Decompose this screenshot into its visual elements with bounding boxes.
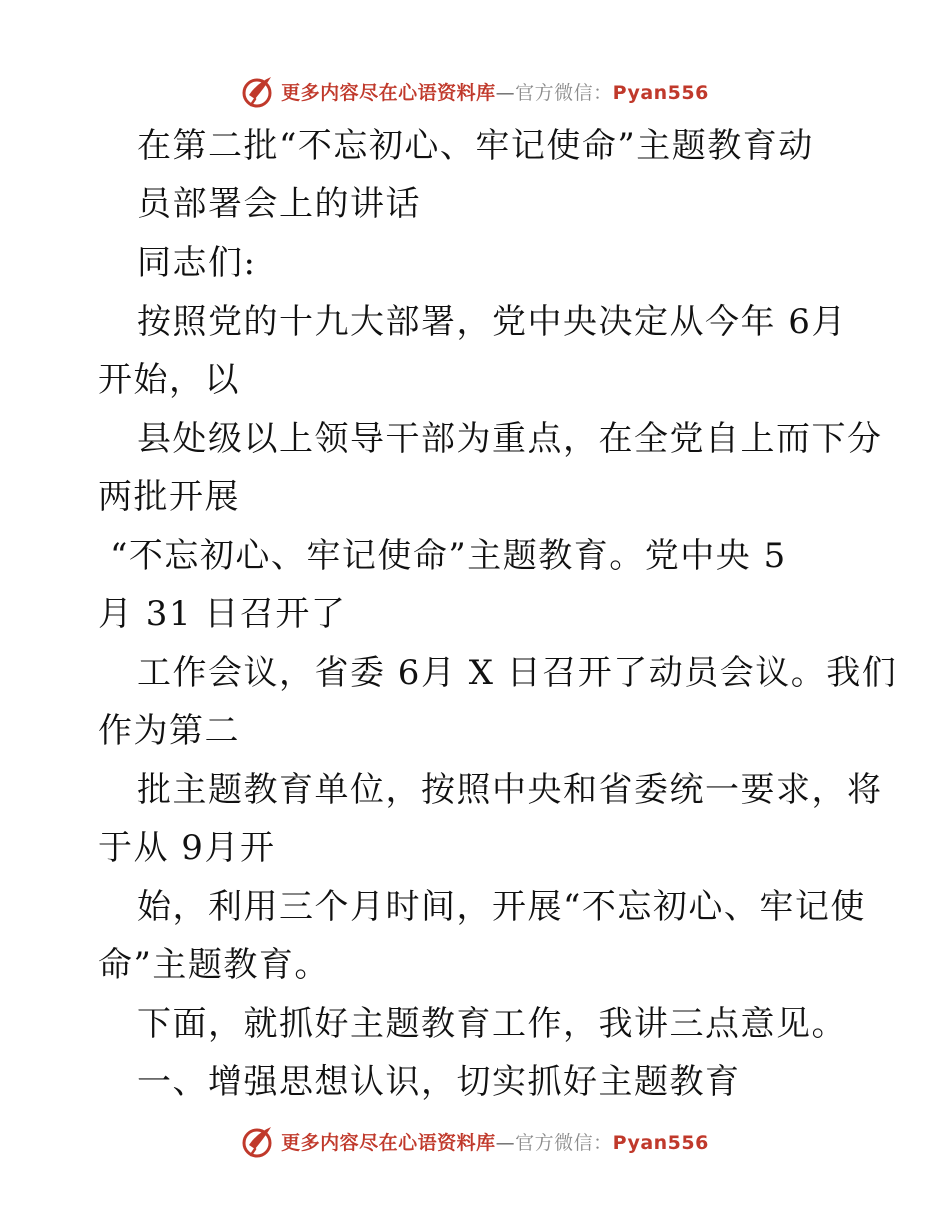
footer-watermark	[0, 1121, 950, 1161]
paragraph-line: “不忘初心、牢记使命”主题教育。党中央 5	[110, 536, 787, 576]
header-watermark	[0, 71, 950, 111]
watermark-dash: —	[495, 81, 516, 104]
paragraph-line: 下面，就抓好主题教育工作，我讲三点意见。	[137, 1004, 847, 1044]
watermark-dash: —	[495, 1131, 516, 1154]
watermark-text	[281, 78, 709, 105]
watermark-wechat-id: Pyan556	[612, 1131, 709, 1154]
paragraph-line: 于从 9月开	[98, 828, 276, 868]
quill-pen-logo-icon	[241, 1123, 277, 1159]
salutation: 同志们:	[137, 243, 257, 283]
document-title-line-1: 在第二批“不忘初心、牢记使命”主题教育动	[137, 126, 814, 166]
paragraph-line: 开始，以	[98, 360, 240, 400]
paragraph-line: 作为第二	[98, 711, 240, 751]
paragraph-line: 按照党的十九大部署，党中央决定从今年 6月	[137, 302, 847, 342]
paragraph-line: 批主题教育单位，按照中央和省委统一要求，将	[137, 770, 883, 810]
watermark-site: 更多内容尽在心语资料库	[281, 81, 496, 104]
paragraph-line: 两批开展	[98, 477, 240, 517]
paragraph-line: 县处级以上领导干部为重点，在全党自上而下分	[137, 419, 883, 459]
watermark-site: 更多内容尽在心语资料库	[281, 1131, 496, 1154]
paragraph-line: 始，利用三个月时间，开展“不忘初心、牢记使	[137, 887, 866, 927]
paragraph-line: 工作会议，省委 6月 X 日召开了动员会议。我们	[137, 653, 898, 693]
quill-pen-logo-icon	[241, 73, 277, 109]
watermark-wechat-id: Pyan556	[612, 81, 709, 104]
watermark-wechat-label: 官方微信：	[515, 81, 613, 104]
watermark-wechat-label: 官方微信：	[515, 1131, 613, 1154]
section-heading: 一、增强思想认识，切实抓好主题教育	[137, 1062, 741, 1102]
paragraph-line: 命”主题教育。	[98, 945, 330, 985]
paragraph-line: 月 31 日召开了	[98, 594, 347, 634]
watermark-text	[281, 1128, 709, 1155]
document-title-line-2: 员部署会上的讲话	[137, 184, 421, 224]
